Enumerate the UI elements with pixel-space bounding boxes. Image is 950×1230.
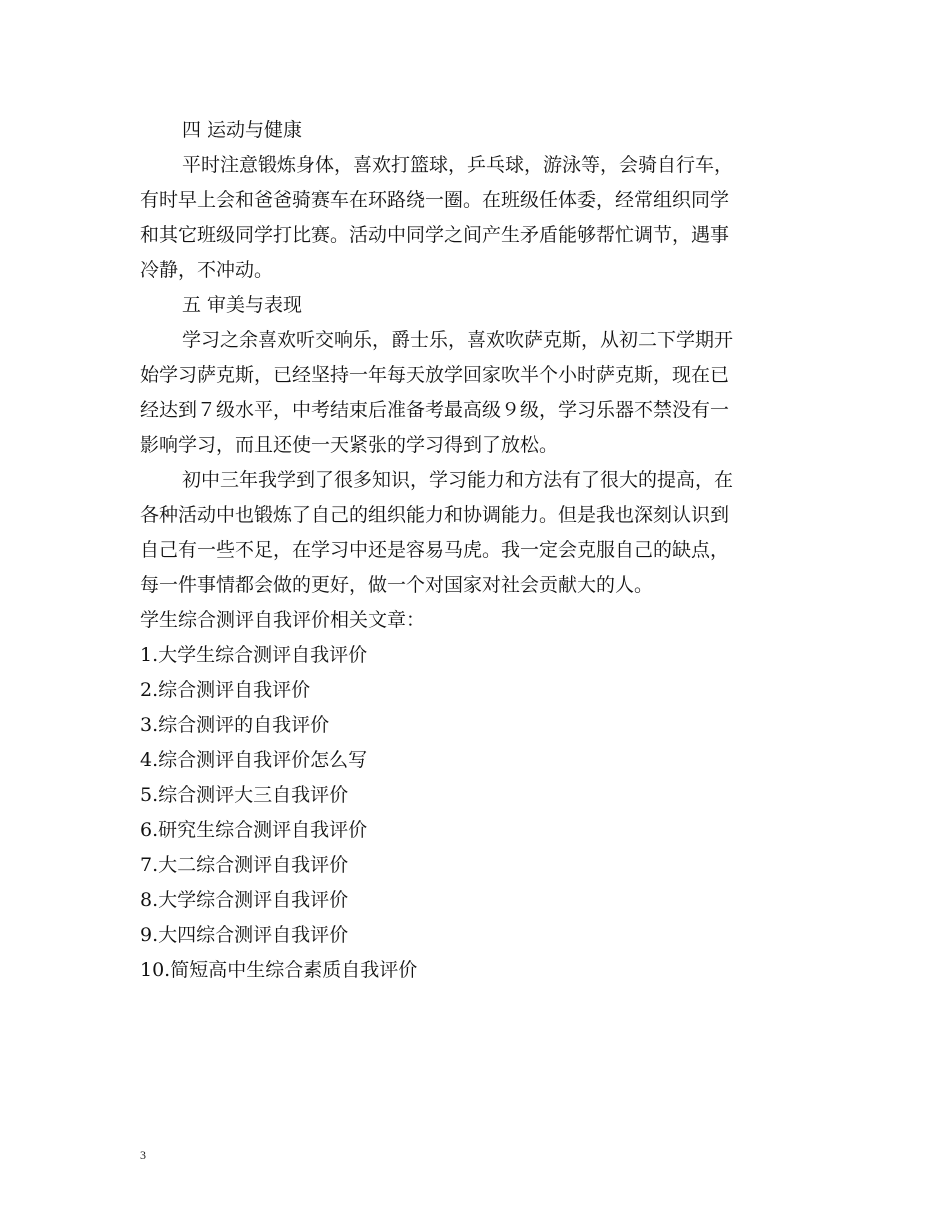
related-article-link[interactable]: 4.综合测评自我评价怎么写 [140, 749, 368, 771]
paragraph-line: 每一件事情都会做的更好，做一个对国家对社会贡献大的人。 [140, 574, 654, 596]
section-heading-aesthetics: 五 审美与表现 [182, 294, 303, 316]
paragraph-sport [140, 148, 815, 288]
related-articles [140, 603, 815, 988]
paragraph-line: 学习之余喜欢听交响乐，爵士乐，喜欢吹萨克斯，从初二下学期开 [182, 329, 734, 351]
related-article-link[interactable]: 10.简短高中生综合素质自我评价 [140, 959, 418, 981]
related-article-link[interactable]: 1.大学生综合测评自我评价 [140, 644, 368, 666]
related-article-link[interactable]: 8.大学综合测评自我评价 [140, 889, 349, 911]
related-article-link[interactable]: 6.研究生综合测评自我评价 [140, 819, 368, 841]
related-article-link[interactable]: 5.综合测评大三自我评价 [140, 784, 349, 806]
paragraph-line: 平时注意锻炼身体，喜欢打篮球，乒乓球，游泳等，会骑自行车， [182, 154, 734, 176]
related-article-link[interactable]: 2.综合测评自我评价 [140, 679, 311, 701]
paragraph-line: 经达到７级水平，中考结束后准备考最高级９级，学习乐器不禁没有一 [140, 399, 730, 421]
paragraph-line: 各种活动中也锻炼了自己的组织能力和协调能力。但是我也深刻认识到 [140, 504, 730, 526]
paragraph-line: 有时早上会和爸爸骑赛车在环路绕一圈。在班级任体委，经常组织同学 [140, 189, 730, 211]
paragraph-line: 和其它班级同学打比赛。活动中同学之间产生矛盾能够帮忙调节，遇事 [140, 224, 730, 246]
related-article-link[interactable]: 9.大四综合测评自我评价 [140, 924, 349, 946]
page-number: 3 [140, 1148, 146, 1162]
related-article-link[interactable]: 7.大二综合测评自我评价 [140, 854, 349, 876]
section-heading-sport: 四 运动与健康 [182, 119, 303, 141]
paragraph-aesthetics [140, 323, 815, 463]
related-article-link[interactable]: 3.综合测评的自我评价 [140, 714, 330, 736]
paragraph-line: 初中三年我学到了很多知识，学习能力和方法有了很大的提高，在 [182, 469, 734, 491]
paragraph-summary [140, 463, 815, 603]
paragraph-line: 始学习萨克斯，已经坚持一年每天放学回家吹半个小时萨克斯，现在已 [140, 364, 730, 386]
paragraph-line: 影响学习，而且还使一天紧张的学习得到了放松。 [140, 434, 559, 456]
related-articles-title: 学生综合测评自我评价相关文章： [140, 609, 426, 631]
paragraph-line: 冷静，不冲动。 [140, 259, 274, 281]
document-body [140, 113, 815, 988]
paragraph-line: 自己有一些不足，在学习中还是容易马虎。我一定会克服自己的缺点， [140, 539, 730, 561]
